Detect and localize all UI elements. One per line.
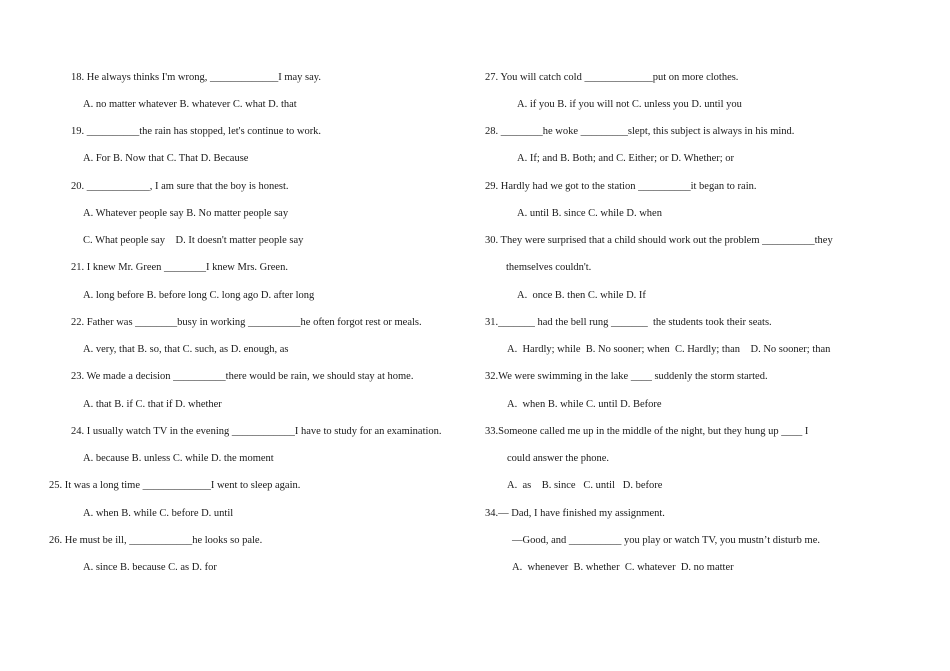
- question-22-options: A. very, that B. so, that C. such, as D. enough, as: [83, 344, 289, 355]
- question-23-options: A. that B. if C. that if D. whether: [83, 399, 222, 410]
- question-18-options: A. no matter whatever B. whatever C. what D. that: [83, 99, 297, 110]
- question-23: 23. We made a decision __________there would be rain, we should stay at home.: [71, 371, 414, 382]
- question-24-options: A. because B. unless C. while D. the moment: [83, 453, 274, 464]
- question-27: 27. You will catch cold _____________put on more clothes.: [485, 72, 739, 83]
- question-18: 18. He always thinks I'm wrong, _____________I may say.: [71, 72, 321, 83]
- question-19: 19. __________the rain has stopped, let's continue to work.: [71, 126, 322, 137]
- question-28: 28. ________he woke _________slept, this subject is always in his mind.: [485, 126, 795, 137]
- question-31: 31._______ had the bell rung _______ the students took their seats.: [485, 317, 772, 328]
- question-33: 33.Someone called me up in the middle of the night, but they hung up ____ I: [485, 426, 809, 437]
- question-34: 34.— Dad, I have finished my assignment.: [485, 508, 665, 519]
- question-25-options: A. when B. while C. before D. until: [83, 508, 234, 519]
- question-34-continued: —Good, and __________ you play or watch TV, you mustn’t disturb me.: [512, 535, 820, 546]
- question-20: 20. ____________, I am sure that the boy is honest.: [71, 181, 289, 192]
- question-27-options: A. if you B. if you will not C. unless you D. until you: [517, 99, 742, 110]
- question-31-options: A. Hardly; while B. No sooner; when C. Hardly; than D. No sooner; than: [507, 344, 831, 355]
- question-30-options: A. once B. then C. while D. If: [517, 290, 646, 301]
- question-28-options: A. If; and B. Both; and C. Either; or D. Whether; or: [517, 153, 735, 164]
- question-32: 32.We were swimming in the lake ____ suddenly the storm started.: [485, 371, 768, 382]
- question-32-options: A. when B. while C. until D. Before: [507, 399, 662, 410]
- question-19-options: A. For B. Now that C. That D. Because: [83, 153, 249, 164]
- question-21: 21. I knew Mr. Green ________I knew Mrs. Green.: [71, 262, 288, 273]
- question-22: 22. Father was ________busy in working __________he often forgot rest or meals.: [71, 317, 422, 328]
- question-30: 30. They were surprised that a child should work out the problem __________they: [485, 235, 833, 246]
- question-21-options: A. long before B. before long C. long ago D. after long: [83, 290, 315, 301]
- question-24: 24. I usually watch TV in the evening ____________I have to study for an examination.: [71, 426, 442, 437]
- question-29: 29. Hardly had we got to the station __________it began to rain.: [485, 181, 757, 192]
- question-25: 25. It was a long time _____________I went to sleep again.: [49, 480, 301, 491]
- question-20-options-line-1: A. Whatever people say B. No matter people say: [83, 208, 289, 219]
- question-33-continued: could answer the phone.: [507, 453, 610, 464]
- question-26: 26. He must be ill, ____________he looks so pale.: [49, 535, 263, 546]
- question-26-options: A. since B. because C. as D. for: [83, 562, 217, 573]
- question-33-options: A. as B. since C. until D. before: [507, 480, 663, 491]
- question-34-options: A. whenever B. whether C. whatever D. no matter: [512, 562, 734, 573]
- question-30-continued: themselves couldn't.: [506, 262, 592, 273]
- question-29-options: A. until B. since C. while D. when: [517, 208, 662, 219]
- question-20-options-line-2: C. What people say D. It doesn't matter people say: [83, 235, 304, 246]
